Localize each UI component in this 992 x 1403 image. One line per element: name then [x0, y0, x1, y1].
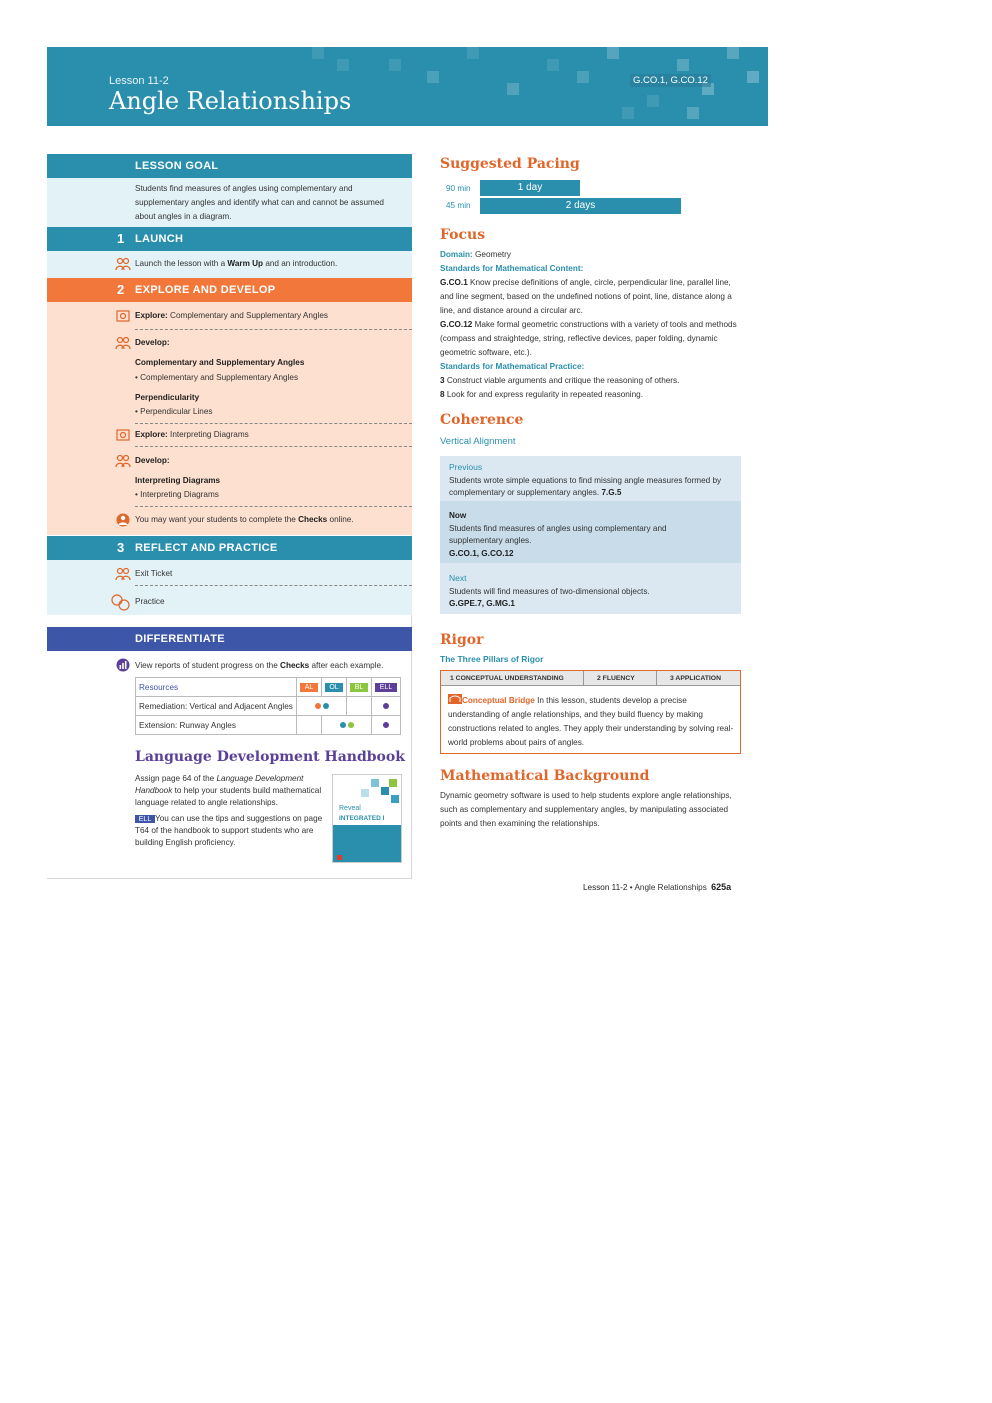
dot-bl [348, 722, 354, 728]
level-ell-pill: ELL [375, 683, 397, 692]
launch-heading: LAUNCH [135, 233, 184, 245]
divider [135, 446, 412, 447]
math-background-title: Mathematical Background [440, 768, 650, 784]
bar-chart-icon [115, 658, 131, 672]
differentiate-text-post: after each example. [309, 661, 384, 670]
coherence-subtitle: Vertical Alignment [440, 436, 516, 447]
online-text-bold: Checks [298, 515, 328, 524]
dot-al [315, 703, 321, 709]
now-block [449, 510, 679, 560]
launch-text-bold: Warm Up [227, 259, 264, 268]
resource-name: Extension: Runway Angles [136, 716, 297, 735]
develop1-topic2: Perpendicularity [135, 393, 200, 402]
ldh-title: Language Development Handbook [135, 749, 405, 765]
mp8-code: 8 [440, 390, 445, 399]
rigor-col-application: 3 APPLICATION [670, 675, 721, 682]
level-ell [372, 678, 401, 697]
std1-code: G.CO.1 [440, 278, 468, 287]
divider [135, 423, 412, 424]
lesson-number: Lesson 11-2 [109, 75, 169, 87]
dot-ell [383, 722, 389, 728]
lesson-goal-body [47, 178, 412, 227]
reflect-practice-number: 3 [117, 540, 125, 555]
rigor-table-header [441, 671, 740, 686]
differentiate-text-pre: View reports of student progress on the [135, 661, 281, 670]
coherence-title: Coherence [440, 412, 524, 428]
explore-develop-header [47, 278, 412, 302]
rigor-pillars-table [440, 670, 741, 754]
explore-develop-body [47, 302, 412, 535]
cover-brand: Reveal [339, 805, 361, 812]
previous-block [449, 461, 737, 500]
previous-standard: 7.G.5 [601, 488, 622, 497]
pacing-90-label: 90 min [446, 184, 471, 193]
dot-ol [340, 722, 346, 728]
develop1-item1: • Complementary and Supplementary Angles [135, 373, 299, 382]
group-icon [115, 257, 131, 271]
differentiate-text [135, 659, 383, 673]
pacing-90-bar: 1 day [480, 180, 580, 196]
page-number: 625a [711, 882, 732, 892]
lesson-goal-text: Students find measures of angles using complementary and supplementary angles and identify what can and cannot be assumed about angles in a diagram. [135, 184, 384, 221]
std2-code: G.CO.12 [440, 320, 473, 329]
launch-header [47, 227, 412, 251]
rigor-col-conceptual: 1 CONCEPTUAL UNDERSTANDING [450, 675, 564, 682]
cover-title: INTEGRATED I [339, 815, 385, 822]
develop1-topic1: Complementary and Supplementary Angles [135, 358, 305, 367]
dot-ol [323, 703, 329, 709]
explore-develop-number: 2 [117, 282, 125, 297]
launch-text [135, 257, 337, 271]
rigor-title: Rigor [440, 632, 484, 648]
reflect-practice-body [47, 560, 412, 615]
launch-body [47, 251, 412, 278]
content-standards-label: Standards for Mathematical Content: [440, 264, 584, 273]
level-al-pill: AL [300, 683, 318, 692]
ldh-text-2: to help your students build mathematical language related to angle relationships. [135, 786, 322, 807]
conceptual-bridge-text [448, 694, 738, 750]
practice-label: Practice [135, 597, 165, 606]
std1-text: Know precise definitions of angle, circle, perpendicular line, parallel line, and line segment, based on the undefined notions of point, line, distance along a line, and distance around a circular arc. [440, 278, 732, 315]
explore-icon [115, 428, 131, 442]
focus-body [440, 248, 740, 402]
ldh-text [135, 773, 323, 849]
lesson-goal-heading: LESSON GOAL [135, 160, 219, 172]
empty-cell [297, 716, 322, 735]
previous-text: Students wrote simple equations to find missing angle measures formed by complementary or supplementary angles. [449, 475, 722, 497]
bridge-icon [448, 694, 462, 704]
footer-title: Angle Relationships [634, 883, 707, 892]
divider [135, 329, 412, 330]
online-checks-text [135, 513, 354, 527]
focus-title: Focus [440, 227, 486, 243]
differentiate-header [47, 627, 412, 651]
explore-icon [115, 309, 131, 323]
math-background-text: Dynamic geometry software is used to help students explore angle relationships, such as complementary and supplementary angles, by manipulating associated points and then examining the relationships. [440, 791, 732, 828]
ldh-text-italic: Language Development Handbook [135, 774, 304, 795]
practice-standards-label: Standards for Mathematical Practice: [440, 362, 585, 371]
differentiate-heading: DIFFERENTIATE [135, 633, 225, 645]
col-divider [583, 671, 584, 686]
online-text-pre: You may want your students to complete the [135, 515, 299, 524]
now-label: Now [449, 511, 467, 520]
differentiate-text-bold: Checks [280, 661, 310, 670]
table-row [136, 716, 401, 735]
launch-number: 1 [117, 231, 125, 246]
develop2-label: Develop: [135, 456, 170, 465]
group-icon [115, 336, 131, 350]
next-block [449, 572, 737, 611]
mp3-text: Construct viable arguments and critique the reasoning of others. [444, 376, 680, 385]
explore-develop-heading: EXPLORE AND DEVELOP [135, 284, 276, 296]
publisher-logo [337, 855, 342, 860]
group-icon [115, 567, 131, 581]
level-dots [322, 716, 372, 735]
reflect-practice-heading: REFLECT AND PRACTICE [135, 542, 278, 554]
bridge-text: In this lesson, students develop a precise understanding of angle relationships, and they build fluency by making constructions related to angles. They apply their understanding by solving real-world problems about pairs of angles. [448, 696, 734, 747]
rigor-subtitle: The Three Pillars of Rigor [440, 654, 544, 664]
level-dots [297, 697, 347, 716]
divider [135, 585, 412, 586]
student-icon [115, 513, 131, 527]
empty-cell [347, 697, 372, 716]
reflect-practice-header [47, 536, 412, 560]
domain-value: Geometry [472, 250, 511, 259]
level-bl [347, 678, 372, 697]
bridge-label: Conceptual Bridge [462, 696, 535, 705]
develop2-topic: Interpreting Diagrams [135, 476, 221, 485]
level-bl-pill: BL [350, 683, 368, 692]
launch-text-pre: Launch the lesson with a [135, 259, 228, 268]
table-row [136, 697, 401, 716]
explore2-label: Explore: [135, 430, 168, 439]
footer-sep: • [627, 883, 635, 892]
std2-text: Make formal geometric constructions with a variety of tools and methods (compass and straightedge, string, reflective devices, paper folding, dynamic geometric software, etc.). [440, 320, 737, 357]
pacing-45-bar: 2 days [480, 198, 681, 214]
mp8-text: Look for and express regularity in repeated reasoning. [444, 390, 644, 399]
online-text-post: online. [327, 515, 354, 524]
lesson-goal-header [47, 154, 412, 178]
resources-table [135, 677, 401, 735]
next-text: Students will find measures of two-dimensional objects. [449, 586, 650, 596]
resource-name: Remediation: Vertical and Adjacent Angles [136, 697, 297, 716]
develop1-label: Develop: [135, 338, 170, 347]
previous-label: Previous [449, 462, 483, 472]
pacing-45-label: 45 min [446, 201, 471, 210]
level-ol [322, 678, 347, 697]
exit-ticket-label: Exit Ticket [135, 569, 173, 578]
explore1-label: Explore: [135, 311, 168, 320]
develop2-item: • Interpreting Diagrams [135, 490, 219, 499]
now-text: Students find measures of angles using complementary and supplementary angles. [449, 523, 667, 545]
col-divider [656, 671, 657, 686]
group-icon [115, 454, 131, 468]
handbook-cover [332, 774, 402, 863]
ldh-text-1: Assign page 64 of the [135, 774, 217, 783]
rigor-col-fluency: 2 FLUENCY [597, 675, 635, 682]
level-dots [372, 716, 401, 735]
lesson-plan-column [47, 154, 412, 879]
page-footer [583, 882, 731, 892]
standards-tag: G.CO.1, G.CO.12 [630, 74, 711, 87]
level-dots [372, 697, 401, 716]
level-ol-pill: OL [325, 683, 343, 692]
domain-label: Domain: [440, 250, 473, 259]
lesson-title: Angle Relationships [109, 87, 352, 115]
ldh-ell-text: You can use the tips and suggestions on page T64 of the handbook to support students who are building English proficiency. [135, 814, 323, 847]
lesson-banner [47, 47, 768, 126]
explore1-line [135, 309, 328, 323]
develop1-item2: • Perpendicular Lines [135, 407, 213, 416]
dot-ell [383, 703, 389, 709]
explore1-text: Complementary and Supplementary Angles [167, 311, 328, 320]
footer-lesson: Lesson 11-2 [583, 883, 628, 892]
divider [135, 506, 412, 507]
level-al [297, 678, 322, 697]
mp3-code: 3 [440, 376, 445, 385]
table-header-row [136, 678, 401, 697]
launch-text-post: and an introduction. [263, 259, 338, 268]
next-standard: G.GPE.7, G.MG.1 [449, 599, 515, 608]
students-icon [111, 594, 131, 612]
next-label: Next [449, 573, 467, 583]
cover-band [333, 825, 401, 862]
cover-pattern [333, 775, 401, 803]
explore2-text: Interpreting Diagrams [167, 430, 249, 439]
explore2-line [135, 428, 249, 442]
pacing-title: Suggested Pacing [440, 156, 580, 172]
now-standard: G.CO.1, G.CO.12 [449, 548, 514, 558]
ell-tag: ELL [135, 815, 155, 823]
resources-header: Resources [136, 678, 297, 697]
